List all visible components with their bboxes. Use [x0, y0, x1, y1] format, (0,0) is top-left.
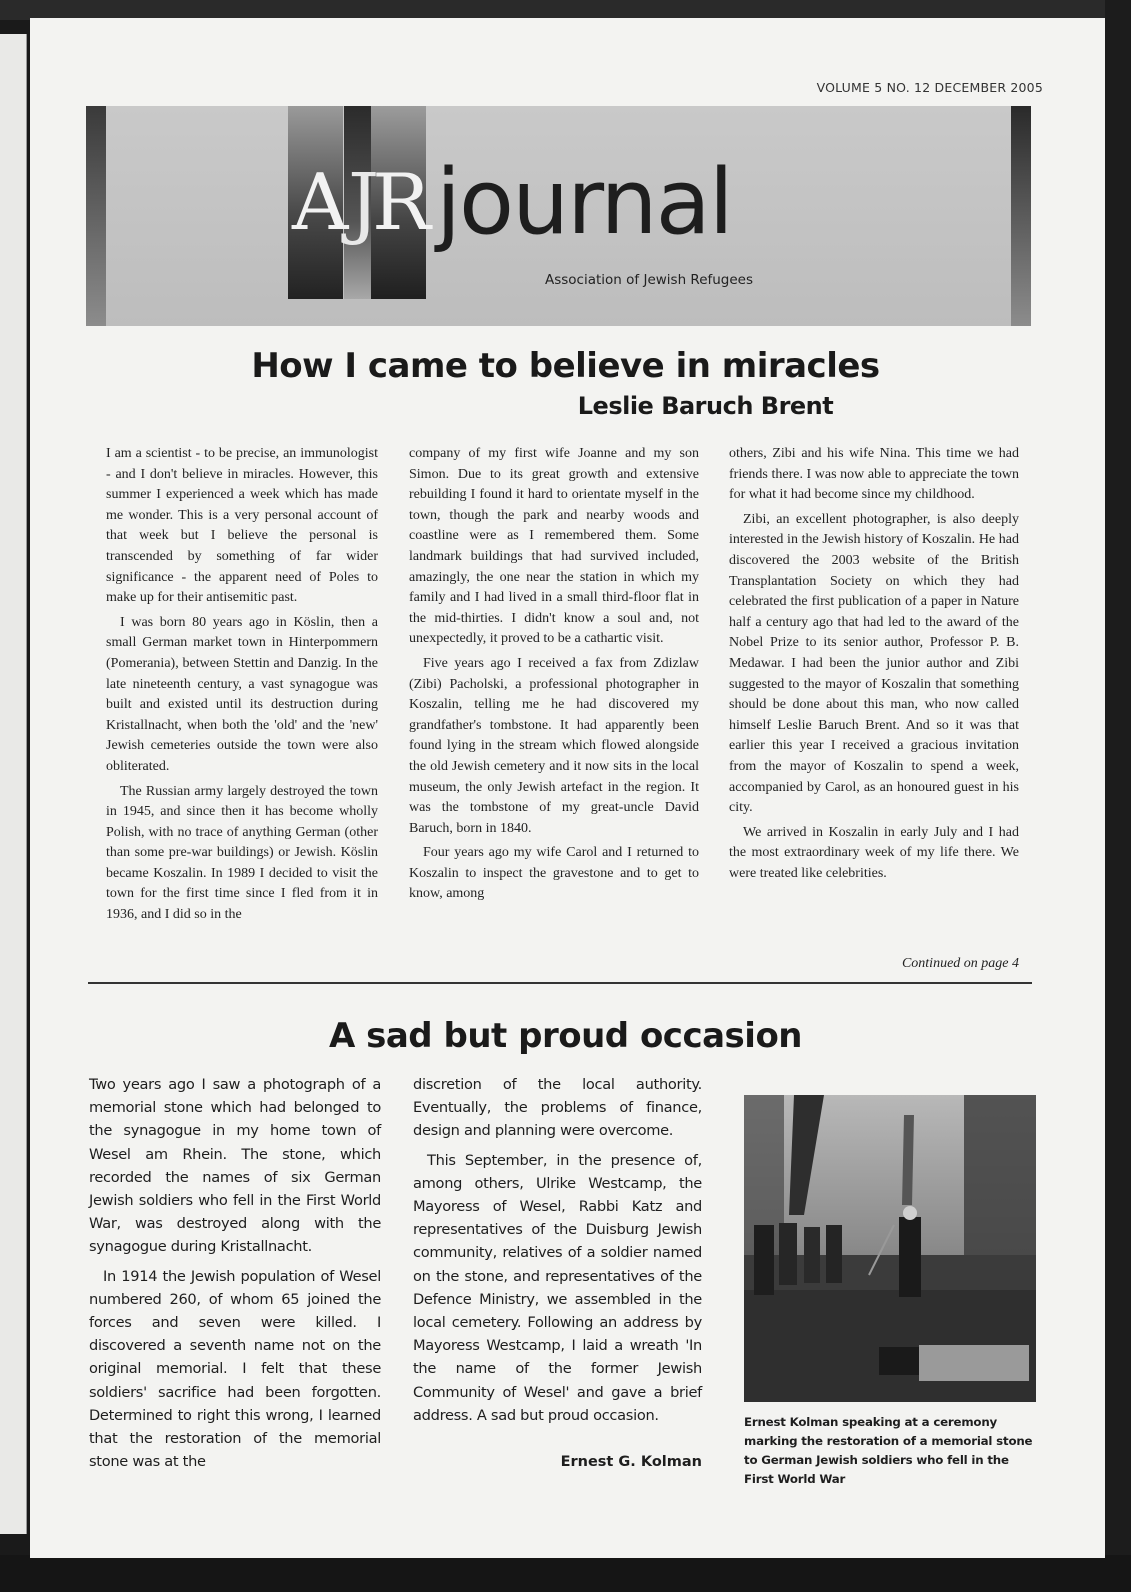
- article1-column-3: [729, 444, 1019, 884]
- paragraph: In 1914 the Jewish population of Wesel numbered 260, of whom 65 joined the forces and seven were killed. I discovered a seventh name not on the original memorial. I felt that these soldiers' sacrifice had been forgotten. Determined to right this wrong, I learned that the restoration of the memorial stone was at the: [89, 1267, 381, 1471]
- masthead: [86, 106, 1031, 326]
- logo-letter-a: A: [292, 158, 349, 248]
- paragraph: We arrived in Koszalin in early July and I had the most extraordinary week of my life there. We were treated like celebrities.: [729, 824, 1019, 881]
- ceremony-photo: [744, 1095, 1036, 1402]
- masthead-bar-right: [1011, 106, 1031, 326]
- paragraph: The Russian army largely destroyed the town in 1945, and since then it has become wholly Polish, with no trace of anything German (other than some pre-war buildings) or Jewish. Köslin became Koszalin. In 1989 I decided to visit the town for the first time since I fled from it in 1936, and I did so in the: [106, 783, 378, 923]
- article2-column-1: [89, 1073, 381, 1473]
- logo-letter-j: J: [348, 158, 380, 248]
- paragraph: I was born 80 years ago in Köslin, then a small German market town in Hinterpommern (Pomerania), between Stettin and Danzig. In the late nineteenth century, a vast synagogue was built and existed until its destruction during Kristallnacht, when both the 'old' and the 'new' Jewish cemeteries outside the town were also obliterated.: [106, 614, 378, 774]
- article1-title: How I came to believe in miracles: [251, 346, 880, 386]
- article2-column-2: [413, 1073, 702, 1427]
- section-divider: [88, 982, 1032, 984]
- issue-info: VOLUME 5 NO. 12 DECEMBER 2005: [816, 80, 1043, 95]
- scan-border-bottom: [0, 1555, 1131, 1592]
- page-edge: [0, 34, 27, 1534]
- continued-link[interactable]: Continued on page 4: [901, 956, 1019, 971]
- ceremony-photo-image: [744, 1095, 1036, 1402]
- paragraph: company of my first wife Joanne and my son Simon. Due to its great growth and extensive rebuilding I found it hard to orientate myself in the town, though the park and nearby woods and coastline were as I remembered them. Some landmark buildings that had survived included, amazingly, the one near the station in which my family and I had lived in a small third-floor flat in the mid-thirties. I didn't know a soul and, not unexpectedly, it proved to be a cathartic visit.: [409, 446, 699, 647]
- paragraph: others, Zibi and his wife Nina. This time we had friends there. I was now able to appreciate the town for what it had become since my childhood.: [729, 446, 1019, 503]
- paragraph: Zibi, an excellent photographer, is also deeply interested in the Jewish history of Koszalin. He had discovered the 2003 website of the British Transplantation Society on which they had celebrated the first publication of a paper in Nature half a century ago that had led to the award of the Nobel Prize to its senior author, Professor P. B. Medawar. I had been the junior author and Zibi suggested to the mayor of Koszalin that something should be done about this man, who now called himself Leslie Baruch Brent. And so it was that earlier this year I received a gracious invitation from the mayor of Koszalin to spend a week, accompanied by Carol, as an honoured guest in his city.: [729, 511, 1019, 816]
- article2-title: A sad but proud occasion: [328, 1016, 803, 1056]
- paragraph: Two years ago I saw a photograph of a memorial stone which had belonged to the synagogue in my home town of Wesel am Rhein. The stone, which recorded the names of six German Jewish soldiers who fell in the First World War, was destroyed along with the synagogue during Kristallnacht.: [89, 1076, 381, 1256]
- scan-border-right: [1105, 0, 1131, 1592]
- article1-column-1: [106, 444, 378, 926]
- logo-letter-r: R: [372, 158, 431, 248]
- paragraph: I am a scientist - to be precise, an immunologist - and I don't believe in miracles. However, this summer I experienced a week which has made me wonder. This is a very personal account of that week but I believe the personal is transcended by something of far wider significance - the apparent need of Poles to make up for their antisemitic past.: [106, 446, 378, 606]
- scan-border-top: [0, 0, 1131, 20]
- paragraph: This September, in the presence of, among others, Ulrike Westcamp, the Mayoress of Wesel, Rabbi Katz and representatives of the Duisburg Jewish community, relatives of a soldier named on the stone, and representatives of the Defence Ministry, we assembled in the local cemetery. Following an address by Mayoress Westcamp, I laid a wreath 'In the name of the former Jewish Community of Wesel' and gave a brief address. A sad but proud occasion.: [413, 1151, 702, 1424]
- article1-author: Leslie Baruch Brent: [577, 392, 834, 420]
- paragraph: Four years ago my wife Carol and I returned to Koszalin to inspect the gravestone and to get to know, among: [409, 845, 699, 902]
- paragraph: Five years ago I received a fax from Zdizlaw (Zibi) Pacholski, a professional photographer in Koszalin, telling me he had discovered my grandfather's tombstone. It had apparently been found lying in the stream which flowed alongside the old Jewish cemetery and it now sits in the local museum, the only Jewish artefact in the region. It was the tombstone of my great-uncle David Baruch, born in 1840.: [409, 655, 699, 836]
- photo-caption: Ernest Kolman speaking at a ceremony marking the restoration of a memorial stone to German Jewish soldiers who fell in the First World War: [744, 1415, 1033, 1486]
- paragraph: discretion of the local authority. Eventually, the problems of finance, design and planning were overcome.: [413, 1076, 702, 1140]
- article2-author: Ernest G. Kolman: [560, 1454, 702, 1470]
- article1-column-2: [409, 444, 699, 905]
- logo-journal: journal: [436, 150, 732, 255]
- masthead-subtitle: Association of Jewish Refugees: [545, 272, 754, 288]
- masthead-bar-left: [86, 106, 106, 326]
